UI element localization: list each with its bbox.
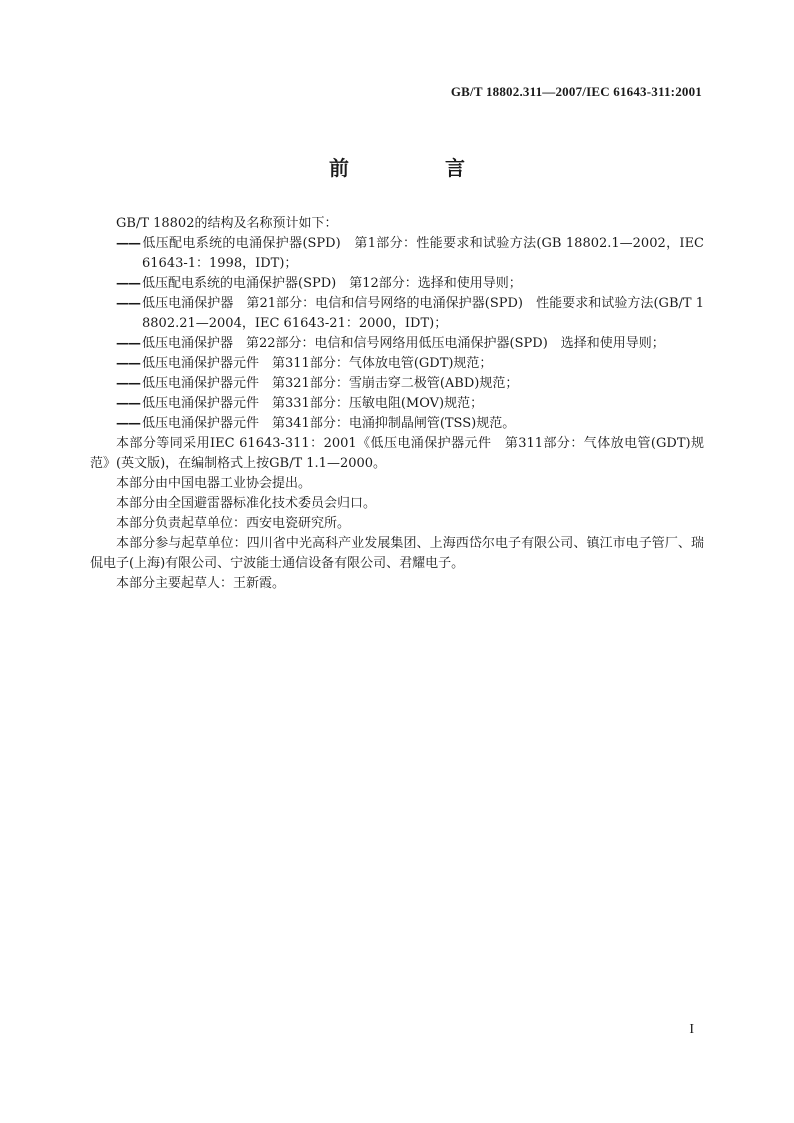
- standard-code: GB/T 18802.311—2007/IEC 61643-311:2001: [450, 84, 702, 99]
- dash-marker: ——: [116, 416, 140, 431]
- committee-paragraph: 本部分由全国避雷器标准化技术委员会归口。: [116, 496, 377, 511]
- dash-marker: ——: [116, 276, 140, 291]
- dash-marker: ——: [116, 296, 140, 311]
- list-item: [90, 334, 704, 354]
- list-item: [90, 354, 704, 374]
- dash-marker: ——: [116, 356, 140, 371]
- dash-marker: ——: [116, 396, 140, 411]
- list-item-text: 低压电涌保护器元件 第331部分：压敏电阻(MOV)规范；: [142, 396, 484, 411]
- list-item: [90, 374, 704, 394]
- page-number: I: [689, 1022, 694, 1037]
- drafter-paragraph: 本部分负责起草单位：西安电瓷研究所。: [116, 516, 351, 531]
- page-title: 前 言: [329, 156, 503, 180]
- list-item-text: 低压电涌保护器 第22部分：电信和信号网络用低压电涌保护器(SPD) 选择和使用导则；: [142, 336, 665, 351]
- dash-marker: ——: [116, 336, 140, 351]
- list-item: [90, 274, 704, 294]
- list-item-text: 低压电涌保护器元件 第321部分：雪崩击穿二极管(ABD)规范；: [142, 376, 519, 391]
- proposer-paragraph: 本部分由中国电器工业协会提出。: [116, 476, 312, 491]
- adoption-paragraph: 本部分等同采用IEC 61643-311：2001《低压电涌保护器元件 第311部分：气体放电管(GDT)规范》(英文版)，在编制格式上按GB/T 1.1—2000。: [90, 436, 704, 471]
- foreword-body: [90, 214, 704, 594]
- list-item: [90, 394, 704, 414]
- intro-paragraph: GB/T 18802的结构及名称预计如下：: [116, 216, 338, 231]
- list-item-text: 低压电涌保护器 第21部分：电信和信号网络的电涌保护器(SPD) 性能要求和试验方法(GB/T 18802.21—2004，IEC 61643-21：2000，IDT)；: [142, 296, 704, 331]
- parts-list: [90, 234, 704, 434]
- authors-paragraph: 本部分主要起草人：王新霞。: [116, 576, 286, 591]
- list-item-text: 低压电涌保护器元件 第311部分：气体放电管(GDT)规范；: [142, 356, 493, 371]
- list-item: [90, 294, 704, 334]
- dash-marker: ——: [116, 376, 140, 391]
- dash-marker: ——: [116, 236, 140, 251]
- list-item-text: 低压配电系统的电涌保护器(SPD) 第1部分：性能要求和试验方法(GB 18802.1—2002，IEC 61643-1：1998，IDT)；: [142, 236, 704, 271]
- list-item: [90, 234, 704, 274]
- list-item-text: 低压配电系统的电涌保护器(SPD) 第12部分：选择和使用导则；: [142, 276, 522, 291]
- participants-paragraph: 本部分参与起草单位：四川省中光高科产业发展集团、上海西岱尔电子有限公司、镇江市电子管厂、瑞侃电子(上海)有限公司、宁波能士通信设备有限公司、君耀电子。: [90, 536, 704, 571]
- list-item: [90, 414, 704, 434]
- list-item-text: 低压电涌保护器元件 第341部分：电涌抑制晶闸管(TSS)规范。: [142, 416, 516, 431]
